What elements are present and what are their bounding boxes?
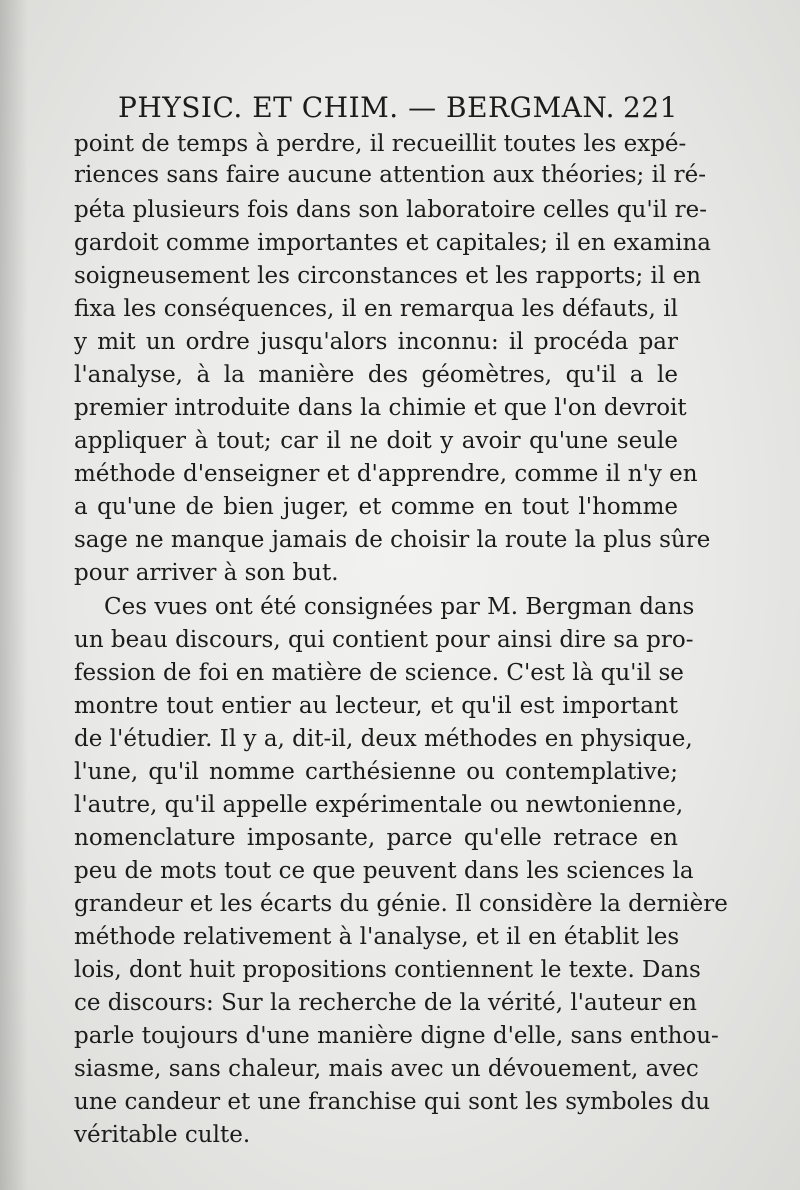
text-line: point de temps à perdre, il recueillit toutes les expé- — [74, 131, 687, 157]
text-line: un beau discours, qui contient pour ainsi dire sa pro- — [74, 627, 694, 653]
text-line: premier introduite dans la chimie et que l'on devroit — [74, 395, 687, 421]
text-line: y mit un ordre jusqu'alors inconnu: il procéda par — [74, 329, 678, 355]
text-line: siasme, sans chaleur, mais avec un dévouement, avec — [74, 1056, 699, 1082]
text-line: péta plusieurs fois dans son laboratoire celles qu'il re- — [74, 197, 708, 223]
text-line: véritable culte. — [74, 1122, 251, 1148]
text-line: appliquer à tout; car il ne doit y avoir qu'une seule — [74, 428, 678, 454]
text-line: soigneusement les circonstances et les rapports; il en — [74, 263, 701, 289]
text-line: l'une, qu'il nomme carthésienne ou contemplative; — [74, 759, 678, 785]
text-line: l'autre, qu'il appelle expérimentale ou newtonienne, — [74, 792, 684, 818]
text-line: a qu'une de bien juger, et comme en tout l'homme — [74, 494, 678, 520]
text-line: de l'étudier. Il y a, dit-il, deux méthodes en physique, — [74, 726, 693, 752]
text-line: méthode relativement à l'analyse, et il en établit les — [74, 924, 680, 950]
page-header — [118, 88, 678, 128]
page-number: 221 — [623, 91, 678, 124]
text-line: grandeur et les écarts du génie. Il considère la dernière — [74, 891, 728, 917]
text-line: une candeur et une franchise qui sont les symboles du — [74, 1089, 711, 1115]
text-line: pour arriver à son but. — [74, 560, 339, 586]
text-line: parle toujours d'une manière digne d'elle, sans enthou- — [74, 1023, 719, 1049]
text-line: fession de foi en matière de science. C'est là qu'il se — [74, 660, 684, 686]
text-line: sage ne manque jamais de choisir la route la plus sûre — [74, 527, 711, 553]
text-line: lois, dont huit propositions contiennent le texte. Dans — [74, 957, 701, 983]
text-line: peu de mots tout ce que peuvent dans les sciences la — [74, 858, 694, 884]
text-line: riences sans faire aucune attention aux théories; il ré- — [74, 162, 707, 188]
text-line: Ces vues ont été consignées par M. Bergman dans — [104, 594, 695, 620]
text-line: l'analyse, à la manière des géomètres, qu'il a le — [74, 362, 678, 388]
running-title: PHYSIC. ET CHIM. — BERGMAN. — [118, 91, 615, 124]
text-line: montre tout entier au lecteur, et qu'il est important — [74, 693, 678, 719]
text-line: nomenclature imposante, parce qu'elle retrace en — [74, 825, 678, 851]
text-line: gardoit comme importantes et capitales; il en examina — [74, 230, 712, 256]
text-line: méthode d'enseigner et d'apprendre, comme il n'y en — [74, 461, 698, 487]
text-line: ce discours: Sur la recherche de la vérité, l'auteur en — [74, 990, 697, 1016]
text-line: fixa les conséquences, il en remarqua les défauts, il — [74, 296, 678, 322]
